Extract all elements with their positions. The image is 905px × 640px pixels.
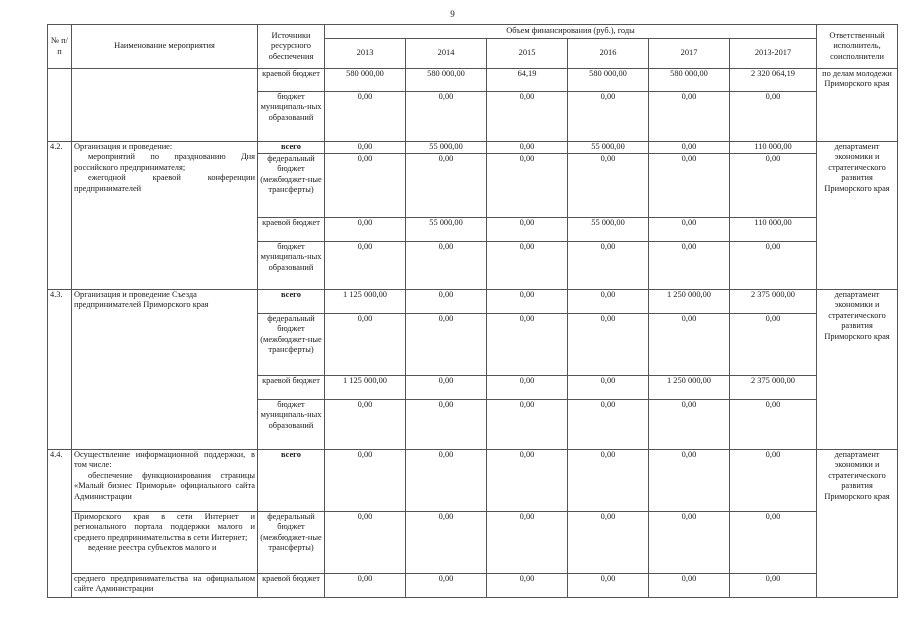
name-cell [72, 142, 258, 290]
header-num: № п/п [48, 25, 72, 69]
value-cell: 0,00 [568, 400, 649, 450]
value-cell: 0,00 [730, 154, 817, 218]
value-cell: 0,00 [568, 450, 649, 512]
source-cell: всего [258, 290, 325, 314]
item-text: мероприятий по празднованию Дня российского предпринимателя; [74, 152, 255, 172]
value-cell: 0,00 [487, 512, 568, 574]
value-cell: 0,00 [649, 574, 730, 598]
num-cell: 4.2. [48, 142, 72, 290]
name-cell [72, 290, 258, 450]
source-cell: федеральный бюджет (межбюджет-ные трансферты) [258, 314, 325, 376]
value-cell: 0,00 [649, 92, 730, 142]
value-cell: 1 250 000,00 [649, 290, 730, 314]
value-cell: 0,00 [649, 314, 730, 376]
value-cell: 0,00 [325, 512, 406, 574]
value-cell: 0,00 [325, 142, 406, 154]
table-row [48, 290, 898, 314]
value-cell: 0,00 [487, 290, 568, 314]
value-cell: 0,00 [568, 290, 649, 314]
value-cell: 0,00 [730, 512, 817, 574]
responsible-cell: департамент экономики и стратегического развития Приморского края [817, 450, 898, 598]
value-cell: 0,00 [325, 154, 406, 218]
table-row [48, 574, 898, 598]
value-cell: 0,00 [730, 314, 817, 376]
value-cell: 0,00 [649, 218, 730, 242]
header-year: 2015 [487, 39, 568, 69]
value-cell: 0,00 [730, 400, 817, 450]
table-row [48, 142, 898, 154]
value-cell: 0,00 [487, 92, 568, 142]
num-cell: 4.3. [48, 290, 72, 450]
responsible-cell: департамент экономики и стратегического развития Приморского края [817, 290, 898, 450]
header-year: 2014 [406, 39, 487, 69]
source-cell: краевой бюджет [258, 376, 325, 400]
value-cell: 0,00 [487, 218, 568, 242]
value-cell: 0,00 [325, 218, 406, 242]
value-cell: 0,00 [487, 574, 568, 598]
value-cell: 1 250 000,00 [649, 376, 730, 400]
value-cell: 0,00 [730, 574, 817, 598]
header-year: 2016 [568, 39, 649, 69]
item-text: ведение реестра субъектов малого и [88, 543, 217, 553]
table-row [48, 450, 898, 512]
item-text: среднего предпринимательства на официальном сайте Администрации [74, 574, 255, 594]
header-year: 2013 [325, 39, 406, 69]
value-cell: 0,00 [649, 142, 730, 154]
value-cell: 0,00 [325, 574, 406, 598]
table-row [48, 69, 898, 92]
value-cell: 0,00 [649, 400, 730, 450]
value-cell: 0,00 [568, 574, 649, 598]
value-cell: 55 000,00 [568, 218, 649, 242]
value-cell: 0,00 [568, 154, 649, 218]
value-cell: 0,00 [406, 290, 487, 314]
value-cell: 55 000,00 [406, 142, 487, 154]
num-cell [48, 69, 72, 142]
value-cell: 55 000,00 [568, 142, 649, 154]
value-cell: 0,00 [487, 314, 568, 376]
value-cell: 2 320 064,19 [730, 69, 817, 92]
name-cell [72, 512, 258, 574]
source-cell: бюджет муниципаль-ных образований [258, 92, 325, 142]
value-cell: 0,00 [325, 92, 406, 142]
source-cell: федеральный бюджет (межбюджет-ные трансферты) [258, 154, 325, 218]
value-cell: 0,00 [406, 512, 487, 574]
value-cell: 0,00 [487, 376, 568, 400]
source-cell: всего [258, 450, 325, 512]
value-cell: 64,19 [487, 69, 568, 92]
header-name: Наименование мероприятия [72, 25, 258, 69]
page-number: 9 [450, 9, 455, 19]
value-cell: 580 000,00 [406, 69, 487, 92]
value-cell: 580 000,00 [568, 69, 649, 92]
item-title: Организация и проведение: [74, 142, 173, 151]
item-text: ежегодной краевой конференции предпринимателей [74, 173, 255, 193]
value-cell: 0,00 [649, 242, 730, 290]
item-title: Организация и проведение Съезда предпринимателей Приморского края [74, 290, 209, 310]
value-cell: 0,00 [487, 242, 568, 290]
num-cell: 4.4. [48, 450, 72, 598]
value-cell: 580 000,00 [649, 69, 730, 92]
name-cell [72, 69, 258, 142]
value-cell: 0,00 [487, 450, 568, 512]
value-cell: 0,00 [325, 314, 406, 376]
value-cell: 55 000,00 [406, 218, 487, 242]
item-text: Приморского края в сети Интернет и регионального портала поддержки малого и среднего предпринимательства в сети Интернет; [74, 512, 255, 542]
table-row [48, 512, 898, 574]
value-cell: 110 000,00 [730, 142, 817, 154]
funding-table [47, 24, 898, 598]
value-cell: 0,00 [649, 512, 730, 574]
header-source: Источники ресурсного обеспечения [258, 25, 325, 69]
value-cell: 0,00 [649, 450, 730, 512]
source-cell: краевой бюджет [258, 69, 325, 92]
value-cell: 0,00 [406, 154, 487, 218]
source-cell: бюджет муниципаль-ных образований [258, 242, 325, 290]
item-text: обеспечение функционирования страницы «Малый бизнес Приморья» официального сайта Администрации [74, 470, 255, 501]
value-cell: 0,00 [568, 242, 649, 290]
value-cell: 0,00 [406, 314, 487, 376]
source-cell: бюджет муниципаль-ных образований [258, 400, 325, 450]
header-responsible: Ответственный исполнитель, соисполнители [817, 25, 898, 69]
value-cell: 0,00 [325, 242, 406, 290]
name-cell [72, 574, 258, 598]
value-cell: 0,00 [487, 154, 568, 218]
value-cell: 0,00 [568, 512, 649, 574]
value-cell: 0,00 [730, 450, 817, 512]
value-cell: 0,00 [406, 92, 487, 142]
value-cell: 110 000,00 [730, 218, 817, 242]
name-cell [72, 450, 258, 512]
value-cell: 0,00 [568, 92, 649, 142]
header-row [48, 25, 898, 39]
value-cell: 0,00 [487, 400, 568, 450]
source-cell: краевой бюджет [258, 218, 325, 242]
source-cell: всего [258, 142, 325, 154]
header-year: 2013-2017 [730, 39, 817, 69]
header-year: 2017 [649, 39, 730, 69]
value-cell: 0,00 [406, 450, 487, 512]
value-cell: 2 375 000,00 [730, 290, 817, 314]
value-cell: 0,00 [325, 400, 406, 450]
header-funding: Объем финансирования (руб.), годы [325, 25, 817, 39]
value-cell: 0,00 [649, 154, 730, 218]
item-text: Осуществление информационной поддержки, в том числе: [74, 450, 255, 470]
value-cell: 580 000,00 [325, 69, 406, 92]
responsible-cell: департамент экономики и стратегического развития Приморского края [817, 142, 898, 290]
source-cell: краевой бюджет [258, 574, 325, 598]
value-cell: 1 125 000,00 [325, 376, 406, 400]
value-cell: 0,00 [325, 450, 406, 512]
value-cell: 0,00 [568, 314, 649, 376]
value-cell: 0,00 [406, 376, 487, 400]
value-cell: 0,00 [406, 400, 487, 450]
value-cell: 1 125 000,00 [325, 290, 406, 314]
responsible-cell: по делам молодежи Приморского края [817, 69, 898, 142]
value-cell: 2 375 000,00 [730, 376, 817, 400]
value-cell: 0,00 [406, 574, 487, 598]
value-cell: 0,00 [730, 92, 817, 142]
value-cell: 0,00 [406, 242, 487, 290]
source-cell: федеральный бюджет (межбюджет-ные трансферты) [258, 512, 325, 574]
value-cell: 0,00 [487, 142, 568, 154]
value-cell: 0,00 [730, 242, 817, 290]
value-cell: 0,00 [568, 376, 649, 400]
